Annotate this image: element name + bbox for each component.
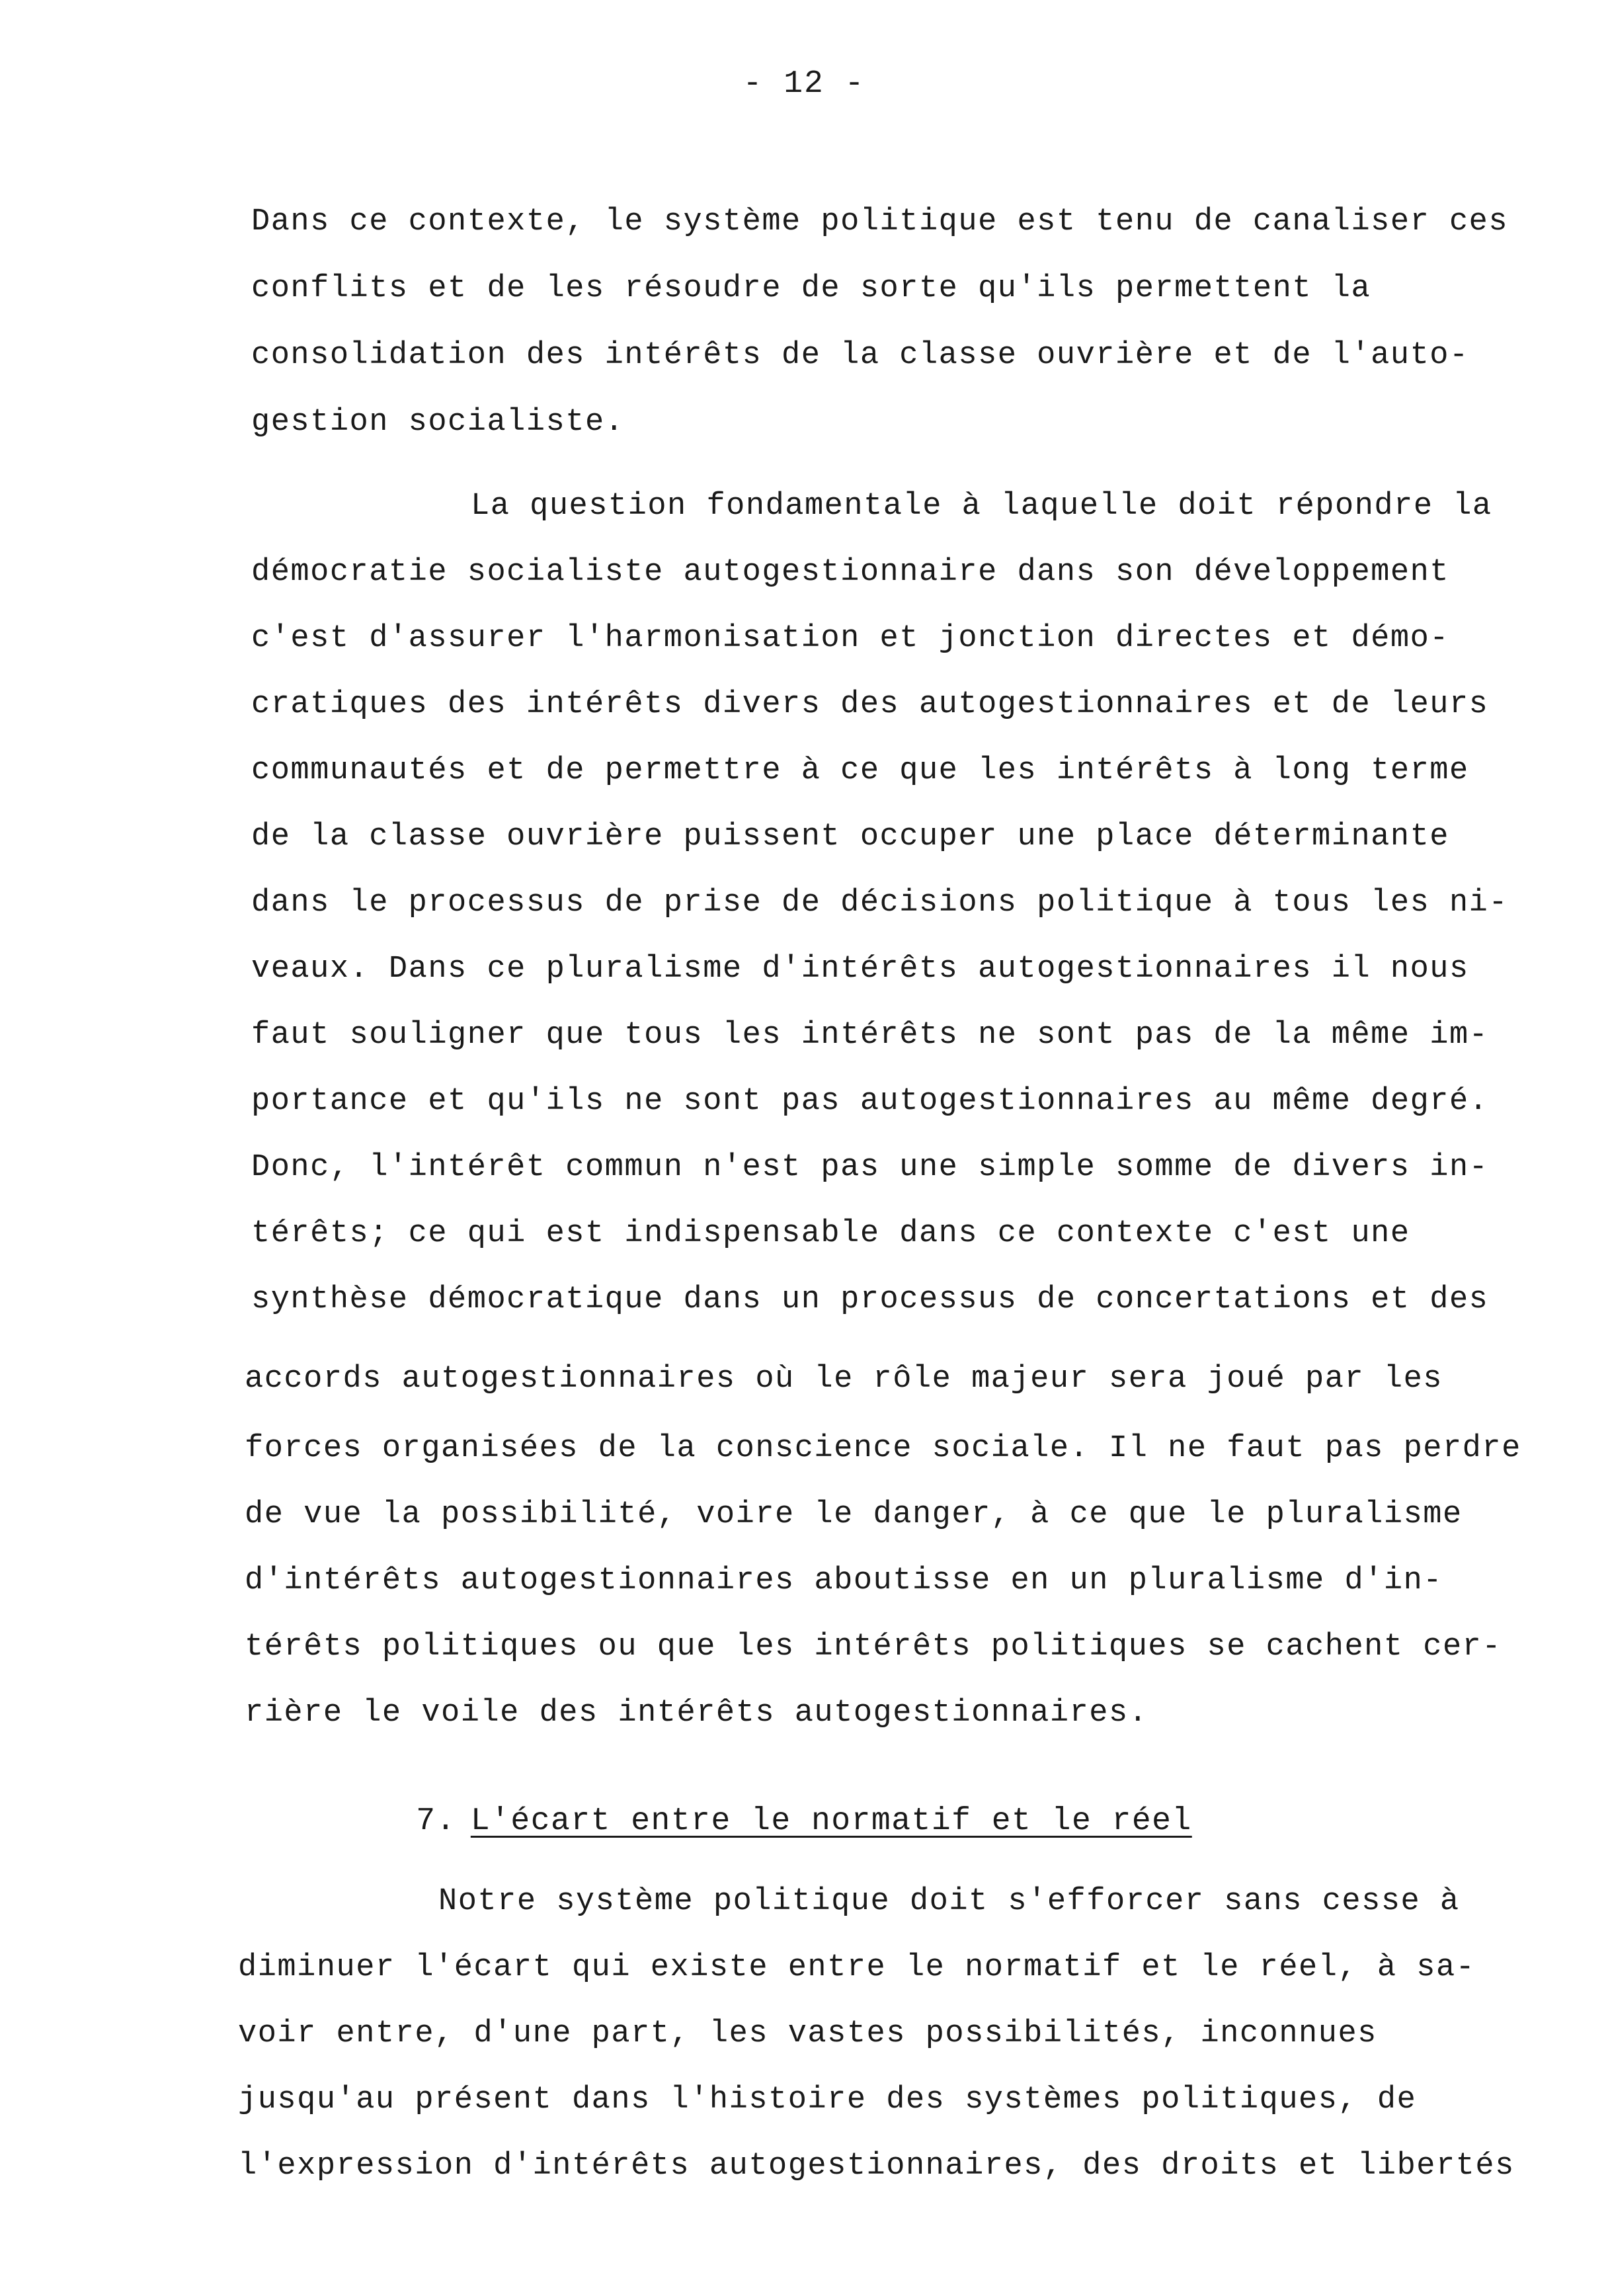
text-line: cratiques des intérêts divers des autogestionnaires et de leurs xyxy=(251,687,1489,722)
text-line: Donc, l'intérêt commun n'est pas une simple somme de divers in- xyxy=(251,1150,1489,1185)
text-line: jusqu'au présent dans l'histoire des systèmes politiques, de xyxy=(238,2082,1417,2117)
text-line: accords autogestionnaires où le rôle majeur sera joué par les xyxy=(245,1362,1443,1397)
text-line: dans le processus de prise de décisions politique à tous les ni- xyxy=(251,885,1509,921)
text-line: de vue la possibilité, voire le danger, à ce que le pluralisme xyxy=(245,1497,1463,1532)
text-line: faut souligner que tous les intérêts ne sont pas de la même im- xyxy=(251,1018,1489,1053)
text-line: démocratie socialiste autogestionnaire dans son développement xyxy=(251,555,1449,590)
section-number: 7. xyxy=(416,1803,456,1839)
text-line: synthèse démocratique dans un processus de concertations et des xyxy=(251,1282,1489,1317)
text-line: communautés et de permettre à ce que les intérêts à long terme xyxy=(251,753,1469,788)
text-line: voir entre, d'une part, les vastes possibilités, inconnues xyxy=(238,2016,1377,2051)
text-line: térêts; ce qui est indispensable dans ce contexte c'est une xyxy=(251,1216,1410,1251)
text-line: forces organisées de la conscience sociale. Il ne faut pas perdre xyxy=(245,1431,1521,1466)
text-line: c'est d'assurer l'harmonisation et jonction directes et démo- xyxy=(251,621,1449,656)
text-line: conflits et de les résoudre de sorte qu'ils permettent la xyxy=(251,271,1371,306)
text-line: l'expression d'intérêts autogestionnaires, des droits et libertés xyxy=(238,2149,1515,2184)
text-line: diminuer l'écart qui existe entre le normatif et le réel, à sa- xyxy=(238,1950,1476,1985)
text-line: portance et qu'ils ne sont pas autogestionnaires au même degré. xyxy=(251,1084,1489,1119)
text-line: Dans ce contexte, le système politique est tenu de canaliser ces xyxy=(251,204,1509,239)
text-line: consolidation des intérêts de la classe ouvrière et de l'auto- xyxy=(251,338,1469,373)
text-line: gestion socialiste. xyxy=(251,405,625,440)
text-line: d'intérêts autogestionnaires aboutisse en un pluralisme d'in- xyxy=(245,1563,1443,1598)
text-line: rière le voile des intérêts autogestionnaires. xyxy=(245,1696,1148,1731)
text-line: térêts politiques ou que les intérêts politiques se cachent cer- xyxy=(245,1629,1502,1664)
text-line: de la classe ouvrière puissent occuper une place déterminante xyxy=(251,819,1449,854)
text-line: Notre système politique doit s'efforcer sans cesse à xyxy=(438,1884,1460,1919)
text-line: La question fondamentale à laquelle doit répondre la xyxy=(471,489,1492,524)
page-number: - 12 - xyxy=(743,66,865,102)
section-title: L'écart entre le normatif et le réel xyxy=(470,1803,1192,1839)
section-heading xyxy=(0,1803,1608,1839)
text-line: veaux. Dans ce pluralisme d'intérêts autogestionnaires il nous xyxy=(251,952,1469,987)
